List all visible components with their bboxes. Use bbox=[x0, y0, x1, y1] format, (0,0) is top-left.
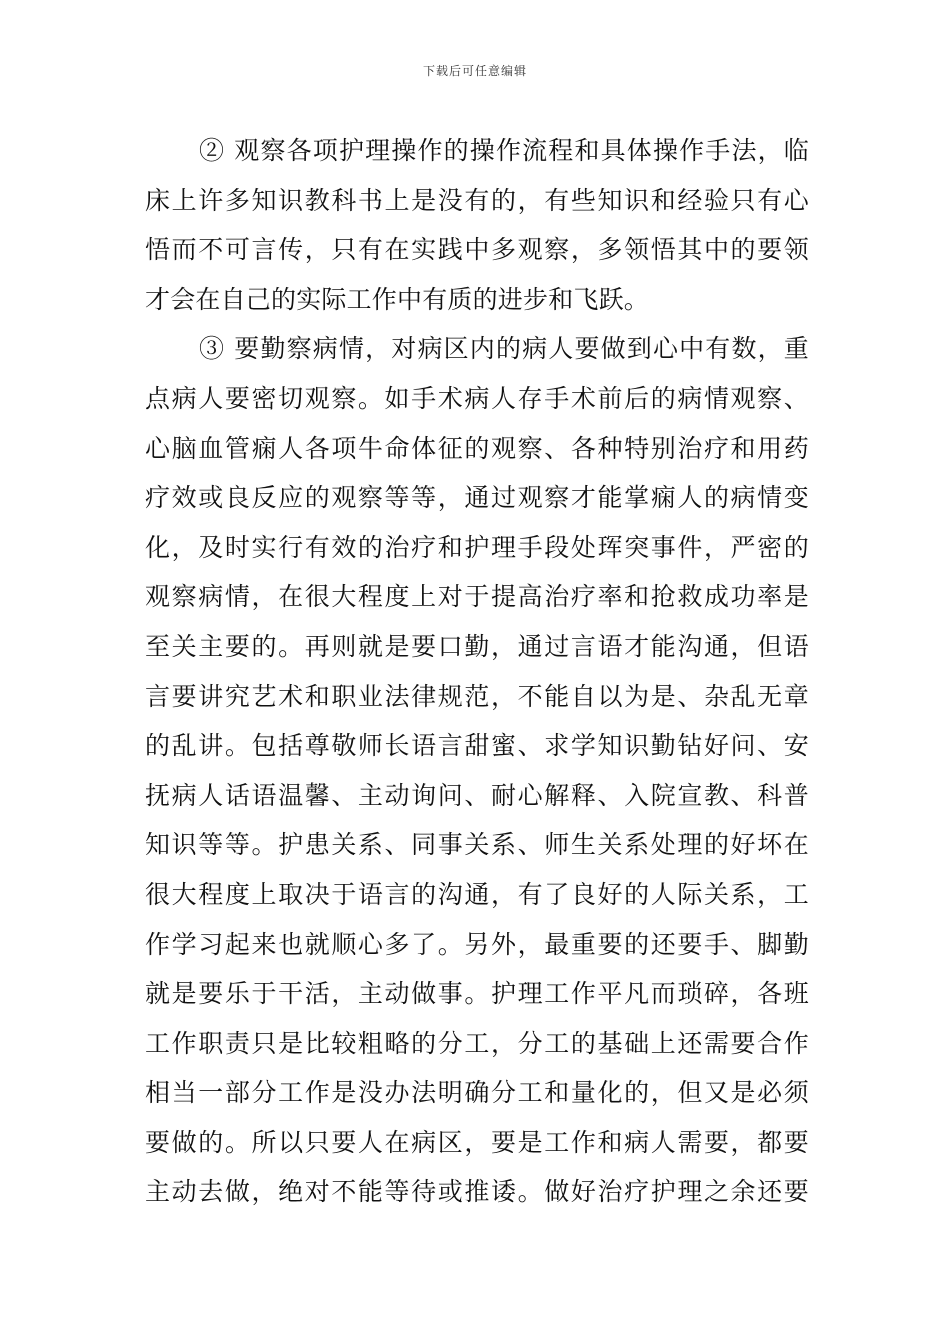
paragraph-3-line-7: 至关主要的。再则就是要口勤，通过言语才能沟通，但语 bbox=[145, 631, 809, 661]
paragraph-2-line-4: 才会在自己的实际工作中有质的进步和飞跃。 bbox=[145, 284, 650, 314]
paragraph-3-line-17: 要做的。所以只要人在病区，要是工作和病人需要，都要 bbox=[145, 1127, 809, 1157]
paragraph-3-line-18: 主动去做，绝对不能等待或推诿。做好治疗护理之余还要 bbox=[145, 1177, 809, 1207]
paragraph-3-line-10: 抚病人话语温馨、主动询问、耐心解释、入院宣教、科普 bbox=[145, 780, 809, 810]
paragraph-2-line-1: ② 观察各项护理操作的操作流程和具体操作手法，临 bbox=[199, 136, 809, 165]
paragraph-3-line-11: 知识等等。护患关系、同事关系、师生关系处理的好坏在 bbox=[145, 830, 809, 860]
paragraph-3-line-6: 观察病情，在很大程度上对于提高治疗率和抢救成功率是 bbox=[145, 582, 809, 612]
paragraph-3-line-14: 就是要乐于干活，主动做事。护理工作平凡而琐碎，各班 bbox=[145, 979, 809, 1009]
paragraph-3-line-8: 言要讲究艺术和职业法律规范，不能自以为是、杂乱无章 bbox=[145, 681, 809, 711]
paragraph-3-line-3: 心脑血管痫人各项牛命体征的观察、各种特别治疗和用药 bbox=[145, 433, 809, 463]
paragraph-3-line-1: ③ 要勤察病情，对病区内的病人要做到心中有数，重 bbox=[199, 334, 809, 364]
paragraph-3-line-2: 点病人要密切观察。如手术病人存手术前后的病情观察、 bbox=[145, 383, 809, 413]
paragraph-3-line-4: 疗效或良反应的观察等等，通过观察才能掌痫人的病情变 bbox=[145, 483, 809, 513]
paragraph-3-line-15: 工作职责只是比较粗略的分工，分工的基础上还需要合作 bbox=[145, 1028, 809, 1058]
paragraph-3-line-16: 相当一部分工作是没办法明确分工和量化的，但又是必须 bbox=[145, 1078, 809, 1108]
paragraph-3-line-12: 很大程度上取决于语言的沟通，有了良好的人际关系，工 bbox=[145, 879, 809, 909]
paragraph-3-line-13: 作学习起来也就顺心多了。另外，最重要的还要手、脚勤 bbox=[145, 929, 809, 959]
paragraph-2-line-3: 悟而不可言传，只有在实践中多观察，多领悟其中的要领 bbox=[145, 235, 809, 265]
paragraph-2-line-2: 床上许多知识教科书上是没有的，有些知识和经验只有心 bbox=[145, 185, 809, 215]
document-body bbox=[145, 126, 809, 1217]
paragraph-3-line-5: 化，及时实行有效的治疗和护理手段处珲突事件，严密的 bbox=[145, 532, 809, 562]
paragraph-3-line-9: 的乱讲。包括尊敬师长语言甜蜜、求学知识勤钻好问、安 bbox=[145, 731, 809, 761]
page-header-note: 下载后可任意编辑 bbox=[422, 64, 527, 78]
